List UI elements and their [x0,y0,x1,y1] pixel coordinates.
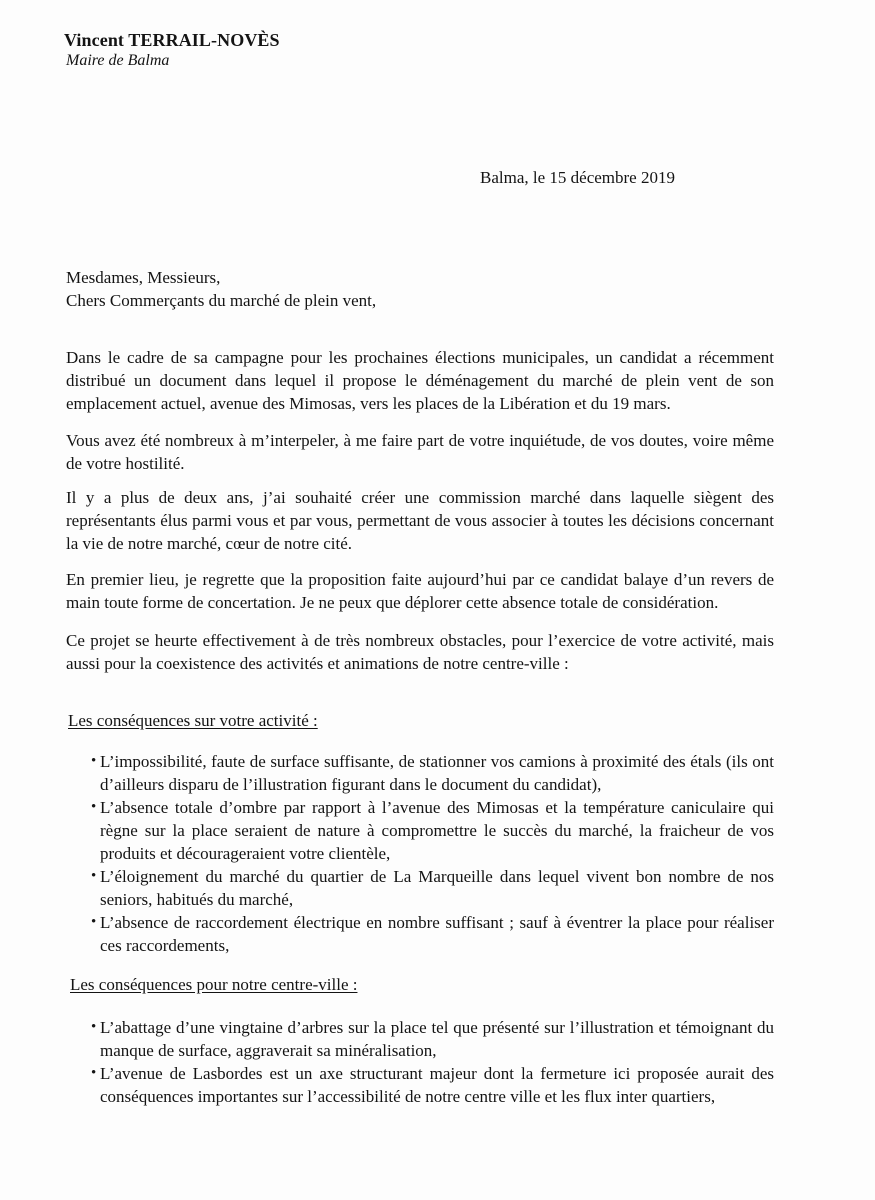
date-line: Balma, le 15 décembre 2019 [480,168,675,187]
section-heading-activity: Les conséquences sur votre activité : [68,711,318,730]
list-item-text: L’impossibilité, faute de surface suffisante, de stationner vos camions à proximité des étals (ils ont d’ailleurs disparu de l’illustration figurant dans le document du candidat), [100,752,774,794]
paragraph-regret: En premier lieu, je regrette que la proposition faite aujourd’hui par ce candidat balaye d’un revers de main toute forme de concertation. Je ne peux que déplorer cette absence totale de considération. [66,570,774,612]
centre-consequences-list [66,1016,774,1108]
list-item [66,865,774,911]
activity-consequences-list [66,750,774,957]
list-item [66,1062,774,1108]
bullet-icon: • [91,1019,97,1035]
paragraph-commission: Il y a plus de deux ans, j’ai souhaité créer une commission marché dans laquelle siègent des représentants élus parmi vous et par vous, permettant de vous associer à toutes les décisions concernant la vie de notre marché, cœur de notre cité. [66,488,774,553]
list-item [66,796,774,865]
paragraph-obstacles: Ce projet se heurte effectivement à de très nombreux obstacles, pour l’exercice de votre activité, mais aussi pour la coexistence des activités et animations de notre centre-ville : [66,631,774,673]
author-name: Vincent TERRAIL-NOVÈS [64,30,280,50]
bullet-icon: • [91,1065,97,1081]
author-role: Maire de Balma [66,52,170,69]
list-item-text: L’avenue de Lasbordes est un axe structurant majeur dont la fermeture ici proposée aurait des conséquences importantes sur l’accessibilité de notre centre ville et les flux inter quartiers, [100,1064,774,1106]
paragraph-concerns: Vous avez été nombreux à m’interpeler, à me faire part de votre inquiétude, de vos doutes, voire même de votre hostilité. [66,431,774,473]
bullet-icon: • [91,914,97,930]
list-item-text: L’abattage d’une vingtaine d’arbres sur la place tel que présenté sur l’illustration et témoignant du manque de surface, aggraverait sa minéralisation, [100,1018,774,1060]
list-item-text: L’absence totale d’ombre par rapport à l’avenue des Mimosas et la température caniculaire qui règne sur la place seraient de nature à compromettre le succès du marché, la fraicheur de vos produits et décourageraient votre clientèle, [100,798,774,863]
list-item [66,911,774,957]
section-heading-centre: Les conséquences pour notre centre-ville : [70,975,358,994]
list-item [66,750,774,796]
salutation-line-2: Chers Commerçants du marché de plein vent, [66,291,377,310]
bullet-icon: • [91,753,97,769]
list-item-text: L’absence de raccordement électrique en nombre suffisant ; sauf à éventrer la place pour réaliser ces raccordements, [100,913,774,955]
bullet-icon: • [91,868,97,884]
bullet-icon: • [91,799,97,815]
list-item-text: L’éloignement du marché du quartier de La Marqueille dans lequel vivent bon nombre de nos seniors, habitués du marché, [100,867,774,909]
paragraph-context: Dans le cadre de sa campagne pour les prochaines élections municipales, un candidat a récemment distribué un document dans lequel il propose le déménagement du marché de plein vent de son emplacement actuel, avenue des Mimosas, vers les places de la Libération et du 19 mars. [66,348,774,413]
list-item [66,1016,774,1062]
salutation-line-1: Mesdames, Messieurs, [66,268,221,287]
salutation [66,266,376,312]
